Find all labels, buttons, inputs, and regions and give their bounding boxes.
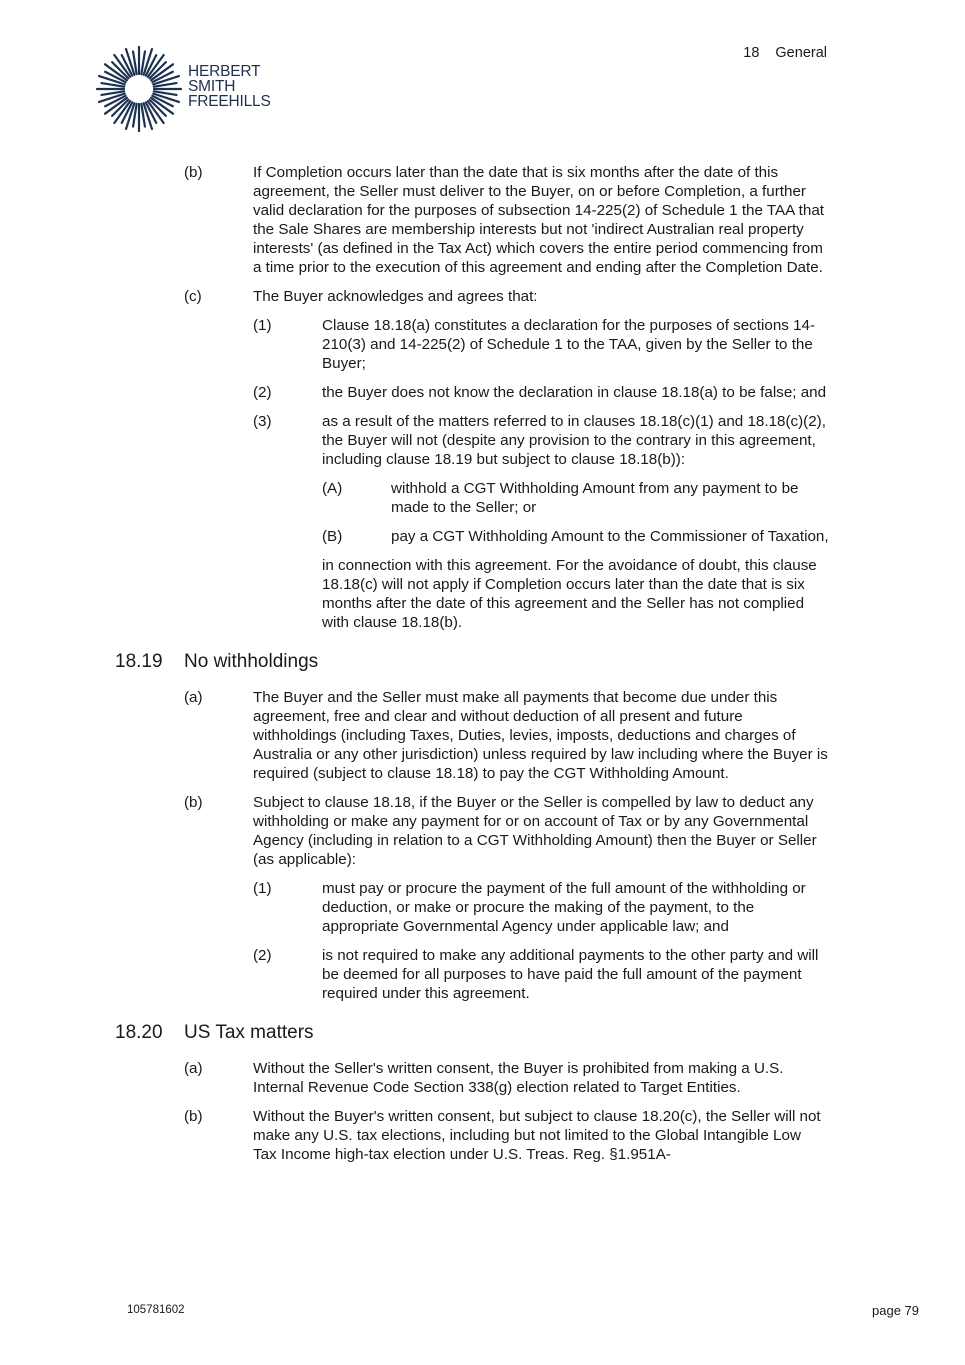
section-number: 18.19 (115, 651, 163, 672)
clause-label: (1) (253, 317, 272, 334)
clause-text: Without the Seller's written consent, the Buyer is prohibited from making a U.S. Internal Revenue Code Section 338(g) election related to Target Entities. (253, 1060, 784, 1096)
clause-label: (2) (253, 947, 272, 964)
clause-18-18-c-3-B (0, 527, 965, 546)
clause-text: must pay or procure the payment of the full amount of the withholding or deduction, or make or procure the making of the payment, to the appropriate Governmental Agency under applicable law; and (322, 880, 806, 935)
clause-18-18-c-3-A (0, 479, 965, 517)
firm-logo (96, 46, 296, 136)
clause-text: is not required to make any additional payments to the other party and will be deemed for all purposes to have paid the full amount of the payment required under this agreement. (322, 947, 819, 1002)
section-title: No withholdings (184, 651, 319, 672)
section-heading-18-20 (0, 1021, 965, 1045)
clause-18-18-c-1 (0, 316, 965, 373)
section-title: US Tax matters (184, 1022, 314, 1043)
starburst-logo-icon (96, 46, 182, 132)
clause-label: (b) (184, 1108, 203, 1125)
clause-text: Clause 18.18(a) constitutes a declaration for the purposes of sections 14-210(3) and 14-225(2) of Schedule 1 to the TAA, given by the Seller to the Buyer; (322, 317, 816, 372)
document-id: 105781602 (127, 1304, 185, 1316)
clause-label: (b) (184, 794, 203, 811)
clause-text: the Buyer does not know the declaration in clause 18.18(a) to be false; and (322, 384, 827, 401)
clause-text: The Buyer and the Seller must make all payments that become due under this agreement, free and clear and without deduction of all present and future withholdings (including Taxes, Duties, levies, imposts, deductions and charges of Australia or any other jurisdiction) unless required by law including where the Buyer is required (subject to clause 18.18) to pay the CGT Withholding Amount. (253, 689, 828, 782)
clause-18-19-b (0, 793, 965, 869)
section-heading-18-19 (0, 650, 965, 674)
clause-text: The Buyer acknowledges and agrees that: (253, 288, 538, 305)
clause-label: (2) (253, 384, 272, 401)
section-number: 18.20 (115, 1022, 163, 1043)
clause-text: If Completion occurs later than the date that is six months after the date of this agreement, the Seller must deliver to the Buyer, on or before Completion, a further valid declaration for the purposes of subsection 14-225(2) of Schedule 1 the TAA that the Sale Shares are membership interests but not 'indirect Australian real property interests' (as defined in the Tax Act) which covers the entire period commencing from a time prior to the execution of this agreement and ending after the Completion Date. (253, 164, 825, 276)
clause-text: as a result of the matters referred to in clauses 18.18(c)(1) and 18.18(c)(2), the Buyer will not (despite any provision to the contrary in this agreement, including clause 18.19 but subject to clause 18.18(b)): (322, 413, 826, 468)
header-section-title: General (775, 45, 827, 61)
clause-text: withhold a CGT Withholding Amount from any payment to be made to the Seller; or (391, 480, 799, 516)
clause-label: (1) (253, 880, 272, 897)
clause-18-19-b-1 (0, 879, 965, 936)
clause-text: Without the Buyer's written consent, but subject to clause 18.20(c), the Seller will not make any U.S. tax elections, including but not limited to the Global Intangible Low Tax Income high-tax election under U.S. Treas. Reg. §1.951A- (253, 1108, 821, 1163)
clause-18-19-a (0, 688, 965, 783)
clause-label: (A) (322, 480, 343, 497)
header-section-number: 18 (743, 45, 760, 61)
clause-label: (a) (184, 689, 203, 706)
clause-18-20-b (0, 1107, 965, 1164)
logo-wordmark (188, 64, 271, 109)
clause-text: Subject to clause 18.18, if the Buyer or the Seller is compelled by law to deduct any withholding or make any payment for or on account of Tax or by any Governmental Agency (including in relation to a CGT Withholding Amount) then the Buyer or Seller (as applicable): (253, 794, 817, 868)
clause-label: (3) (253, 413, 272, 430)
page-number: page 79 (872, 1303, 919, 1318)
running-header (743, 45, 827, 61)
clause-18-18-c-2 (0, 383, 965, 402)
clause-18-18-b (0, 163, 965, 277)
document-body (0, 163, 965, 1174)
clause-label: (a) (184, 1060, 203, 1077)
clause-label: (c) (184, 288, 202, 305)
clause-18-18-c-3-tail: in connection with this agreement. For the avoidance of doubt, this clause 18.18(c) will not apply if Completion occurs later than the date that is six months after the date of this agreement and the Seller has not complied with clause 18.18(b). (322, 557, 817, 631)
clause-18-19-b-2 (0, 946, 965, 1003)
logo-line-2: SMITH (188, 78, 236, 95)
clause-18-18-c (0, 287, 965, 306)
clause-18-18-c-3 (0, 412, 965, 469)
clause-18-20-a (0, 1059, 965, 1097)
clause-text: pay a CGT Withholding Amount to the Commissioner of Taxation, (391, 528, 829, 545)
logo-line-1: HERBERT (188, 63, 261, 80)
logo-line-3: FREEHILLS (188, 93, 271, 110)
clause-label: (b) (184, 164, 203, 181)
clause-label: (B) (322, 528, 343, 545)
